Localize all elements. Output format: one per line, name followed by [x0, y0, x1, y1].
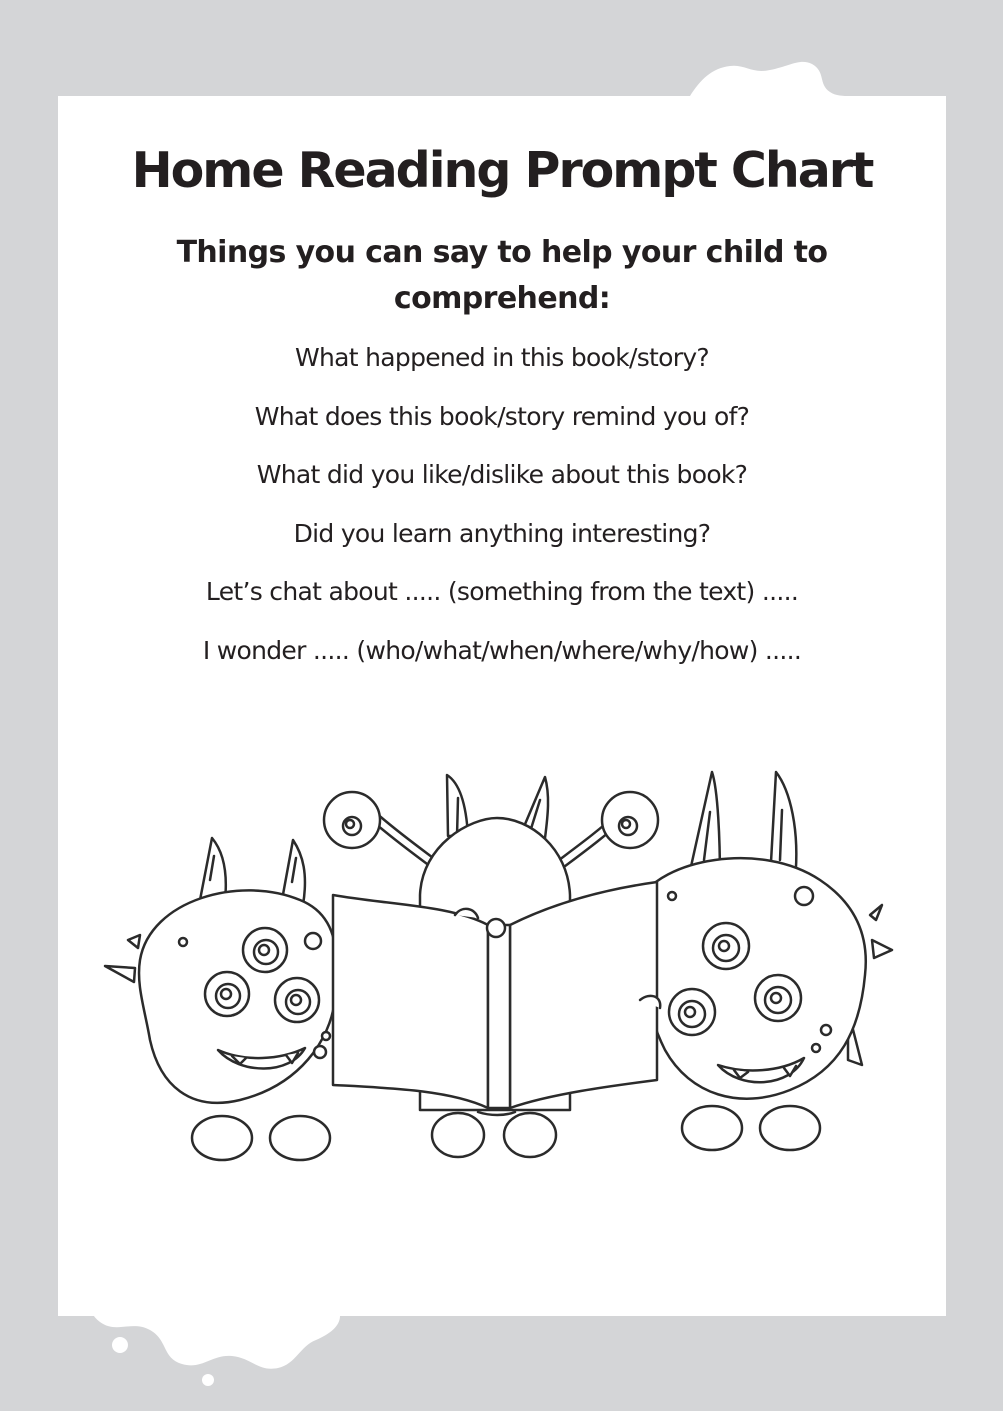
page-title: Home Reading Prompt Chart: [131, 142, 873, 199]
prompt-item: What did you like/dislike about this book?: [256, 460, 748, 489]
prompt-item: What does this book/story remind you of?: [254, 401, 750, 431]
left-monster-icon: [105, 838, 336, 1160]
prompt-item: Let’s chat about ..... (something from the text) .....: [205, 577, 799, 606]
page-subtitle: Things you can say to help your child to comprehend:: [176, 235, 828, 316]
prompt-item: I wonder ..... (who/what/when/where/why/how) .....: [202, 635, 802, 665]
prompt-item: Did you learn anything interesting?: [293, 518, 711, 548]
prompt-item: What happened in this book/story?: [295, 343, 709, 372]
right-monster-icon: [640, 772, 892, 1150]
